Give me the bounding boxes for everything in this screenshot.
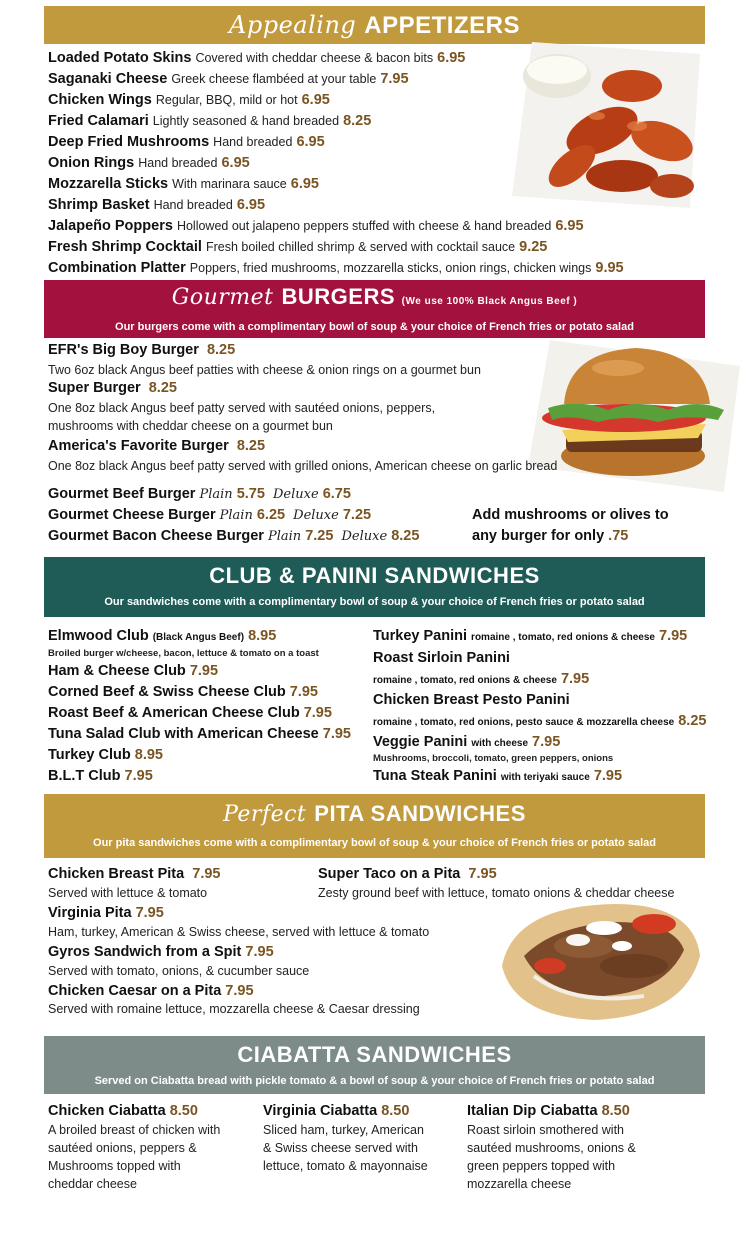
ciabatta-item-desc: A broiled breast of chicken with xyxy=(48,1123,221,1137)
panini-item: Roast Sirloin Panini xyxy=(373,650,510,666)
panini-item: Tuna Steak Panini with teriyaki sauce 7.95 xyxy=(373,768,623,784)
appetizer-item: Loaded Potato Skins Covered with cheddar cheese & bacon bits 6.95 xyxy=(48,50,466,66)
club-item: Tuna Salad Club with American Cheese 7.95 xyxy=(48,726,351,742)
burger-item-name: Super Burger 8.25 xyxy=(48,380,177,396)
pita-title: PITA SANDWICHES xyxy=(314,801,526,826)
ciabatta-item: Chicken Ciabatta 8.50 xyxy=(48,1103,198,1119)
club-title: CLUB & PANINI SANDWICHES xyxy=(209,563,540,588)
appetizer-item: Saganaki Cheese Greek cheese flambéed at your table 7.95 xyxy=(48,71,409,87)
burger-item-desc: Two 6oz black Angus beef patties with cheese & onion rings on a gourmet bun xyxy=(48,363,481,377)
burger-item-name: America's Favorite Burger 8.25 xyxy=(48,438,266,454)
appetizers-script: Appealing xyxy=(229,11,357,39)
club-item: Turkey Club 8.95 xyxy=(48,747,163,763)
ciabatta-item-desc: Mushrooms topped with xyxy=(48,1159,181,1173)
ciabatta-item-desc: Sliced ham, turkey, American xyxy=(263,1123,424,1137)
panini-item: Chicken Breast Pesto Panini xyxy=(373,692,570,708)
pita-subtitle: Our pita sandwiches come with a complimentary bowl of soup & your choice of French fries or potato salad xyxy=(93,837,656,849)
pita-item-desc: Ham, turkey, American & Swiss cheese, served with lettuce & tomato xyxy=(48,925,430,939)
panini-item-note: romaine , tomato, red onions, pesto sauce & mozzarella cheese 8.25 xyxy=(373,713,707,729)
appetizers-title: APPETIZERS xyxy=(364,12,520,39)
burger-addon: any burger for only .75 xyxy=(472,528,629,544)
appetizer-item: Deep Fried Mushrooms Hand breaded 6.95 xyxy=(48,134,325,150)
appetizer-item: Mozzarella Sticks With marinara sauce 6.95 xyxy=(48,176,319,192)
burger-photo xyxy=(528,338,742,494)
pita-item: Super Taco on a Pita 7.95 xyxy=(318,866,497,882)
chicken-wings-photo xyxy=(512,36,704,210)
ciabatta-item: Virginia Ciabatta 8.50 xyxy=(263,1103,410,1119)
ciabatta-item-desc: cheddar cheese xyxy=(48,1177,137,1191)
club-item: Elmwood Club (Black Angus Beef) 8.95 xyxy=(48,628,277,644)
pita-item: Gyros Sandwich from a Spit 7.95 xyxy=(48,944,274,960)
club-item: Corned Beef & Swiss Cheese Club 7.95 xyxy=(48,684,318,700)
club-banner xyxy=(44,557,705,617)
ciabatta-item: Italian Dip Ciabatta 8.50 xyxy=(467,1103,630,1119)
ciabatta-subtitle: Served on Ciabatta bread with pickle tomato & a bowl of soup & your choice of French fries or potato salad xyxy=(94,1075,655,1087)
burger-item-desc: One 8oz black Angus beef patty served with sautéed onions, peppers, xyxy=(48,401,436,415)
pita-script: Perfect xyxy=(223,802,307,827)
panini-item: Veggie Panini with cheese 7.95 xyxy=(373,734,561,750)
club-item: B.L.T Club 7.95 xyxy=(48,768,153,784)
club-item: Ham & Cheese Club 7.95 xyxy=(48,663,219,679)
pita-item: Virginia Pita 7.95 xyxy=(48,905,164,921)
burger-option: Gourmet Cheese Burger Plain 6.25 Deluxe 7.25 xyxy=(48,507,372,523)
burger-item-name: EFR's Big Boy Burger 8.25 xyxy=(48,342,236,358)
burger-option: Gourmet Bacon Cheese Burger Plain 7.25 Deluxe 8.25 xyxy=(48,528,420,544)
pita-item-desc: Served with lettuce & tomato xyxy=(48,886,208,900)
ciabatta-item-desc: sautéed mushrooms, onions & xyxy=(467,1141,636,1155)
ciabatta-item-desc: sautéed onions, peppers & xyxy=(48,1141,197,1155)
panini-item-desc: Mushrooms, broccoli, tomato, green peppers, onions xyxy=(373,753,614,764)
burgers-subtitle: Our burgers come with a complimentary bowl of soup & your choice of French fries or potato salad xyxy=(115,321,634,333)
appetizer-item: Fried Calamari Lightly seasoned & hand breaded 8.25 xyxy=(48,113,372,129)
burger-item-desc: mushrooms with cheddar cheese on a gourmet bun xyxy=(48,419,333,433)
club-item-desc: Broiled burger w/cheese, bacon, lettuce & tomato on a toast xyxy=(48,648,319,659)
gyro-photo xyxy=(494,896,704,1026)
burgers-script: Gourmet xyxy=(171,285,274,310)
burger-item-desc: One 8oz black Angus beef patty served with grilled onions, American cheese on garlic bread xyxy=(48,459,558,473)
panini-item: Turkey Panini romaine , tomato, red onions & cheese 7.95 xyxy=(373,628,688,644)
pita-item-desc: Served with tomato, onions, & cucumber sauce xyxy=(48,964,310,978)
ciabatta-title: CIABATTA SANDWICHES xyxy=(237,1042,512,1067)
burger-addon: Add mushrooms or olives to xyxy=(472,507,669,523)
club-item: Roast Beef & American Cheese Club 7.95 xyxy=(48,705,332,721)
panini-item-note: romaine , tomato, red onions & cheese 7.95 xyxy=(373,671,590,687)
pita-item-desc: Served with romaine lettuce, mozzarella cheese & Caesar dressing xyxy=(48,1002,420,1016)
ciabatta-item-desc: & Swiss cheese served with xyxy=(263,1141,418,1155)
pita-item-desc: Zesty ground beef with lettuce, tomato onions & cheddar cheese xyxy=(318,886,675,900)
appetizer-item: Shrimp Basket Hand breaded 6.95 xyxy=(48,197,266,213)
appetizer-item: Jalapeño Poppers Hollowed out jalapeno peppers stuffed with cheese & hand breaded 6.95 xyxy=(48,218,584,234)
appetizer-item: Fresh Shrimp Cocktail Fresh boiled chilled shrimp & served with cocktail sauce 9.25 xyxy=(48,239,548,255)
ciabatta-item-desc: lettuce, tomato & mayonnaise xyxy=(263,1159,428,1173)
ciabatta-banner xyxy=(44,1036,705,1094)
pita-item: Chicken Breast Pita 7.95 xyxy=(48,866,221,882)
pita-banner xyxy=(44,794,705,858)
pita-item: Chicken Caesar on a Pita 7.95 xyxy=(48,983,254,999)
ciabatta-item-desc: green peppers topped with xyxy=(467,1159,616,1173)
ciabatta-item-desc: mozzarella cheese xyxy=(467,1177,572,1191)
appetizer-item: Chicken Wings Regular, BBQ, mild or hot 6.95 xyxy=(48,92,330,108)
burgers-banner xyxy=(44,280,705,338)
appetizer-item: Combination Platter Poppers, fried mushrooms, mozzarella sticks, onion rings, chicken wings 9.95 xyxy=(48,260,624,276)
burgers-note: (We use 100% Black Angus Beef ) xyxy=(401,296,578,307)
burger-option: Gourmet Beef Burger Plain 5.75 Deluxe 6.75 xyxy=(48,486,351,502)
ciabatta-item-desc: Roast sirloin smothered with xyxy=(467,1123,625,1137)
burgers-title: BURGERS xyxy=(281,284,396,309)
club-subtitle: Our sandwiches come with a complimentary bowl of soup & your choice of French fries or potato salad xyxy=(104,596,645,608)
appetizer-item: Onion Rings Hand breaded 6.95 xyxy=(48,155,250,171)
